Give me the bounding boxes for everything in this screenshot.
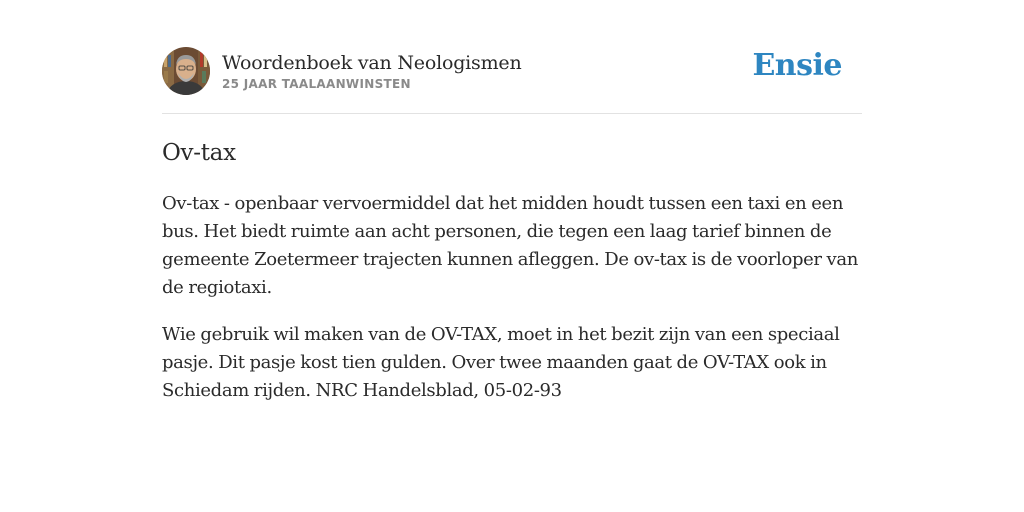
page-header [162,46,862,96]
entry-title: Ov-tax [162,140,236,166]
author-portrait-icon [162,47,210,95]
site-subtitle: 25 JAAR TAALAANWINSTEN [222,77,411,91]
entry-definition: Ov-tax - openbaar vervoermiddel dat het midden houdt tussen een taxi en een bus. Het biedt ruimte aan acht personen, die tegen een laag tarief binnen de gemeente Zoetermeer trajecten kunnen afleggen. De ov-tax is de voorloper van de regiotaxi. [162,193,858,298]
header-divider [162,113,862,114]
avatar[interactable] [162,47,210,95]
entry-content [162,136,862,405]
brand-logo[interactable]: Ensie [752,48,842,83]
site-title[interactable]: Woordenboek van Neologismen [222,52,522,74]
site-meta [222,51,522,91]
entry-example: Wie gebruik wil maken van de OV-TAX, moet in het bezit zijn van een speciaal pasje. Dit pasje kost tien gulden. Over twee maanden gaat de OV-TAX ook in Schiedam rijden. NRC Handelsblad, 05-02-93 [162,324,840,401]
